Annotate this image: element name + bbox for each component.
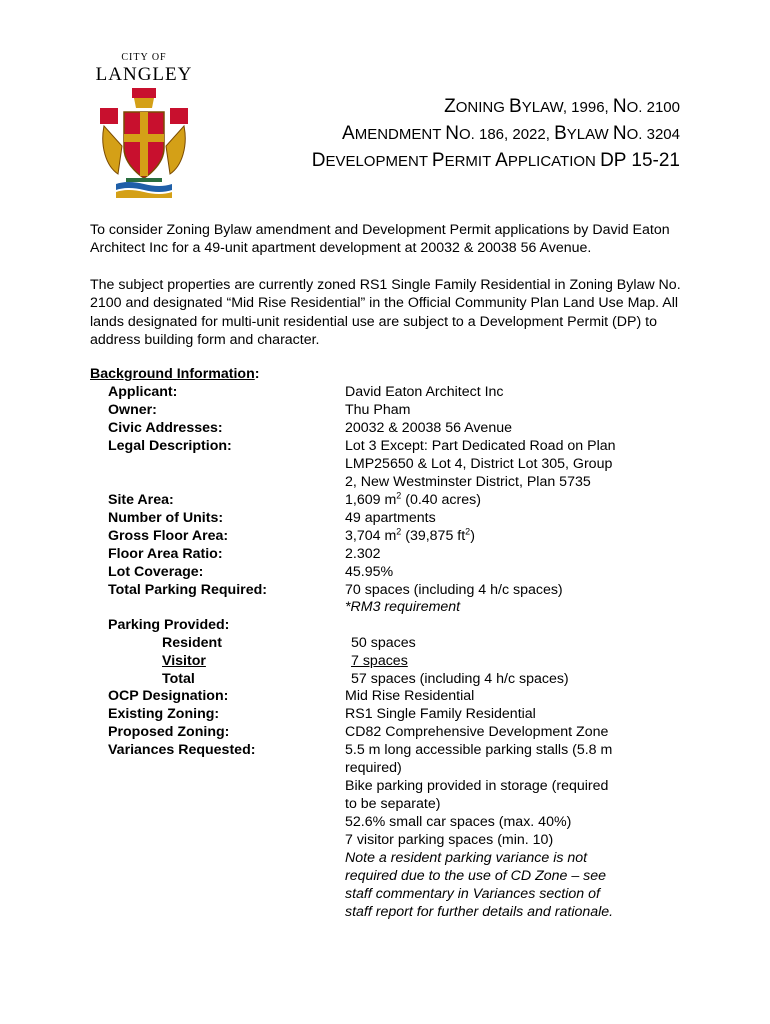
value-far: 2.302 <box>345 546 381 562</box>
label-visitor: Visitor <box>162 653 206 669</box>
value-note-4: staff report for further details and rationale. <box>345 904 614 920</box>
value-variance-2b: to be separate) <box>345 796 441 812</box>
value-legal-2: LMP25650 & Lot 4, District Lot 305, Group <box>345 456 613 472</box>
value-variance-1: 5.5 m long accessible parking stalls (5.8 m <box>345 742 613 758</box>
value-owner: Thu Pham <box>345 402 411 418</box>
label-civic: Civic Addresses: <box>108 420 223 436</box>
label-site-area: Site Area: <box>108 492 174 508</box>
document-title <box>312 94 680 175</box>
label-parking-provided: Parking Provided: <box>108 617 230 633</box>
label-variances: Variances Requested: <box>108 742 256 758</box>
background-heading: Background Information: <box>90 366 260 382</box>
coat-of-arms-icon <box>96 86 192 202</box>
value-site-area: 1,609 $m^2$ (0.40 acres) <box>345 490 481 508</box>
value-variance-2: Bike parking provided in storage (required <box>345 778 609 794</box>
value-existing-zoning: RS1 Single Family Residential <box>345 706 536 722</box>
value-variance-4: 7 visitor parking spaces (min. 10) <box>345 832 554 848</box>
value-parking-required: 70 spaces (including 4 h/c spaces) <box>345 582 563 598</box>
value-units: 49 apartments <box>345 510 436 526</box>
title-line-1: ZONING BYLAW, 1996, NO. 2100 <box>444 96 680 117</box>
label-far: Floor Area Ratio: <box>108 546 223 562</box>
value-ocp: Mid Rise Residential <box>345 688 475 704</box>
value-legal-3: 2, New Westminster District, Plan 5735 <box>345 474 591 490</box>
value-legal-1: Lot 3 Except: Part Dedicated Road on Plan <box>345 438 616 454</box>
subject-paragraph: The subject properties are currently zoned RS1 Single Family Residential in Zoning Bylaw No. 2100 and designated “Mid Rise Residential” in the Official Community Plan Land Use Map. All lands designated for multi-unit residential use are subject to a Development Permit (DP) to address building form and character. <box>90 277 681 349</box>
value-resident: 50 spaces <box>351 635 416 651</box>
value-parking-required-note: *RM3 requirement <box>345 599 461 615</box>
label-coverage: Lot Coverage: <box>108 564 204 580</box>
value-note-1: Note a resident parking variance is not <box>345 850 588 866</box>
label-proposed-zoning: Proposed Zoning: <box>108 724 230 740</box>
label-legal: Legal Description: <box>108 438 232 454</box>
logo-city-name: LANGLEY <box>95 64 193 85</box>
title-line-2: AMENDMENT NO. 186, 2022, BYLAW NO. 3204 <box>342 123 680 144</box>
intro-paragraph: To consider Zoning Bylaw amendment and Development Permit applications by David Eaton Architect Inc for a 49-unit apartment development at 20032 & 20038 56 Avenue. <box>90 222 670 257</box>
value-visitor: 7 spaces <box>351 653 408 669</box>
label-ocp: OCP Designation: <box>108 688 229 704</box>
value-variance-3: 52.6% small car spaces (max. 40%) <box>345 814 572 830</box>
label-units: Number of Units: <box>108 510 224 526</box>
label-resident: Resident <box>162 635 222 651</box>
label-total: Total <box>162 671 195 687</box>
title-line-3: DEVELOPMENT PERMIT APPLICATION DP 15-21 <box>311 150 680 171</box>
label-applicant: Applicant: <box>108 384 178 400</box>
label-existing-zoning: Existing Zoning: <box>108 706 220 722</box>
label-owner: Owner: <box>108 402 157 418</box>
label-gfa: Gross Floor Area: <box>108 528 229 544</box>
value-gfa: 3,704 $m^2$ (39,875 $ft^2$) <box>345 526 475 544</box>
logo-city-of: CITY OF <box>121 52 167 63</box>
value-applicant: David Eaton Architect Inc <box>345 384 504 400</box>
value-civic: 20032 & 20038 56 Avenue <box>345 420 512 436</box>
city-logo <box>88 52 200 202</box>
value-total: 57 spaces (including 4 h/c spaces) <box>351 671 569 687</box>
value-note-3: staff commentary in Variances section of <box>345 886 600 902</box>
label-parking-required: Total Parking Required: <box>108 582 267 598</box>
value-coverage: 45.95% <box>345 564 394 580</box>
value-proposed-zoning: CD82 Comprehensive Development Zone <box>345 724 609 740</box>
value-note-2: required due to the use of CD Zone – see <box>345 868 607 884</box>
value-variance-1b: required) <box>345 760 402 776</box>
